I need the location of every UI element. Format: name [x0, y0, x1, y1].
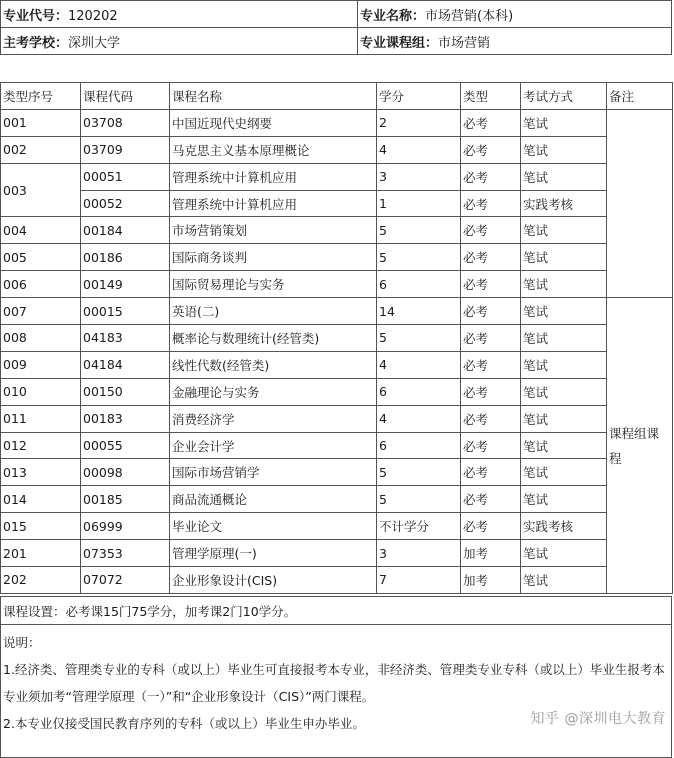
major-info-table: [0, 0, 672, 55]
summary-row: [1, 597, 672, 625]
credit-cell: 6: [377, 271, 461, 298]
credit-cell: 2: [377, 109, 461, 136]
table-row: [1, 190, 673, 217]
table-row: [1, 109, 673, 136]
seq-cell: 011: [1, 405, 81, 432]
name-cell: 概率论与数理统计(经管类): [170, 325, 377, 352]
seq-cell: 015: [1, 513, 81, 540]
remark-group-cell: 课程组课程: [607, 298, 673, 594]
major-name-label: 专业名称：: [360, 8, 426, 24]
type-cell: 必考: [461, 136, 521, 163]
code-cell: 07072: [81, 567, 170, 594]
name-cell: 英语(二): [170, 298, 377, 325]
seq-cell: 201: [1, 540, 81, 567]
group-label: 专业课程组：: [360, 35, 439, 51]
table-row: [1, 486, 673, 513]
table-row: [1, 298, 673, 325]
major-name-value: 市场营销(本科): [425, 8, 514, 24]
exam-cell: 笔试: [521, 244, 607, 271]
table-row: [1, 325, 673, 352]
exam-cell: 笔试: [521, 459, 607, 486]
credit-cell: 1: [377, 190, 461, 217]
notes-title: 说明：: [3, 635, 41, 650]
name-cell: 马克思主义基本原理概论: [170, 136, 377, 163]
code-cell: 00051: [81, 163, 170, 190]
info-row-1: [1, 1, 672, 28]
school-value: 深圳大学: [68, 35, 121, 51]
credit-cell: 6: [377, 432, 461, 459]
notes-cell: [1, 625, 672, 758]
note-item-2: 2.本专业仅接受国民教育序列的专科（或以上）毕业生申办毕业。: [3, 716, 365, 731]
type-cell: 必考: [461, 432, 521, 459]
seq-cell: 006: [1, 271, 81, 298]
name-cell: 企业会计学: [170, 432, 377, 459]
seq-cell: 007: [1, 298, 81, 325]
table-row: [1, 217, 673, 244]
code-cell: 07353: [81, 540, 170, 567]
name-cell: 国际商务谈判: [170, 244, 377, 271]
type-cell: 必考: [461, 190, 521, 217]
code-cell: 00183: [81, 405, 170, 432]
name-cell: 市场营销策划: [170, 217, 377, 244]
name-cell: 管理系统中计算机应用: [170, 163, 377, 190]
name-cell: 企业形象设计(CIS): [170, 567, 377, 594]
type-cell: 必考: [461, 217, 521, 244]
name-cell: 消费经济学: [170, 405, 377, 432]
exam-cell: 笔试: [521, 163, 607, 190]
seq-cell: 001: [1, 109, 81, 136]
type-cell: 必考: [461, 109, 521, 136]
code-cell: 04183: [81, 325, 170, 352]
code-cell: 00184: [81, 217, 170, 244]
name-cell: 商品流通概论: [170, 486, 377, 513]
exam-cell: 笔试: [521, 298, 607, 325]
header-credit: 学分: [377, 83, 461, 110]
type-cell: 必考: [461, 513, 521, 540]
table-header-row: [1, 83, 673, 110]
credit-cell: 5: [377, 486, 461, 513]
table-row: [1, 136, 673, 163]
school-label: 主考学校：: [3, 35, 69, 51]
exam-cell: 笔试: [521, 432, 607, 459]
exam-cell: 笔试: [521, 567, 607, 594]
code-cell: 00186: [81, 244, 170, 271]
name-cell: 国际市场营销学: [170, 459, 377, 486]
seq-cell: 004: [1, 217, 81, 244]
name-cell: 管理学原理(一): [170, 540, 377, 567]
exam-cell: 实践考核: [521, 513, 607, 540]
table-row: [1, 244, 673, 271]
credit-cell: 5: [377, 244, 461, 271]
header-code: 课程代码: [81, 83, 170, 110]
notes-table: [0, 596, 672, 758]
exam-cell: 笔试: [521, 325, 607, 352]
seq-cell: 002: [1, 136, 81, 163]
code-cell: 00185: [81, 486, 170, 513]
code-cell: 00149: [81, 271, 170, 298]
seq-cell: 010: [1, 378, 81, 405]
watermark: 知乎 @深圳电大教育: [530, 711, 666, 727]
code-cell: 00052: [81, 190, 170, 217]
remark-cell-empty: [607, 109, 673, 297]
exam-cell: 笔试: [521, 109, 607, 136]
code-cell: 00015: [81, 298, 170, 325]
code-cell: 06999: [81, 513, 170, 540]
type-cell: 必考: [461, 459, 521, 486]
note-item-1: 1.经济类、管理类专业的专科（或以上）毕业生可直接报考本专业，非经济类、管理类专业专科（或以上）毕业生报考本专业须加考“管理学原理（一）”和“企业形象设计（CIS）”两门课程。: [3, 662, 665, 704]
exam-cell: 实践考核: [521, 190, 607, 217]
major-code-cell: [1, 1, 358, 28]
table-row: [1, 351, 673, 378]
major-code-label: 专业代号：: [3, 8, 69, 24]
school-cell: [1, 28, 358, 55]
credit-cell: 5: [377, 325, 461, 352]
credit-cell: 5: [377, 217, 461, 244]
info-row-2: [1, 28, 672, 55]
type-cell: 必考: [461, 378, 521, 405]
seq-cell: 013: [1, 459, 81, 486]
table-row: [1, 459, 673, 486]
type-cell: 必考: [461, 405, 521, 432]
table-row: [1, 271, 673, 298]
code-cell: 00055: [81, 432, 170, 459]
type-cell: 加考: [461, 567, 521, 594]
course-summary: 课程设置：必考课15门75学分，加考课2门10学分。: [1, 597, 672, 625]
code-cell: 03708: [81, 109, 170, 136]
table-row: [1, 513, 673, 540]
credit-cell: 5: [377, 459, 461, 486]
credit-cell: 4: [377, 136, 461, 163]
table-row: [1, 163, 673, 190]
name-cell: 毕业论文: [170, 513, 377, 540]
name-cell: 线性代数(经管类): [170, 351, 377, 378]
seq-cell: 202: [1, 567, 81, 594]
table-row: [1, 432, 673, 459]
credit-cell: 4: [377, 351, 461, 378]
exam-cell: 笔试: [521, 136, 607, 163]
exam-cell: 笔试: [521, 271, 607, 298]
credit-cell: 3: [377, 540, 461, 567]
major-code-value: 120202: [68, 8, 118, 24]
credit-cell: 7: [377, 567, 461, 594]
seq-cell: 005: [1, 244, 81, 271]
header-seq: 类型序号: [1, 83, 81, 110]
name-cell: 中国近现代史纲要: [170, 109, 377, 136]
exam-cell: 笔试: [521, 378, 607, 405]
code-cell: 00098: [81, 459, 170, 486]
credit-cell: 4: [377, 405, 461, 432]
seq-cell: 014: [1, 486, 81, 513]
type-cell: 加考: [461, 540, 521, 567]
seq-cell: 008: [1, 325, 81, 352]
credit-cell: 不计学分: [377, 513, 461, 540]
type-cell: 必考: [461, 351, 521, 378]
exam-cell: 笔试: [521, 405, 607, 432]
type-cell: 必考: [461, 163, 521, 190]
description-row: [1, 625, 672, 758]
header-type: 类型: [461, 83, 521, 110]
name-cell: 管理系统中计算机应用: [170, 190, 377, 217]
name-cell: 国际贸易理论与实务: [170, 271, 377, 298]
exam-cell: 笔试: [521, 486, 607, 513]
exam-cell: 笔试: [521, 217, 607, 244]
code-cell: 04184: [81, 351, 170, 378]
type-cell: 必考: [461, 244, 521, 271]
group-cell: [358, 28, 672, 55]
exam-cell: 笔试: [521, 351, 607, 378]
header-remark: 备注: [607, 83, 673, 110]
seq-cell: 009: [1, 351, 81, 378]
credit-cell: 3: [377, 163, 461, 190]
type-cell: 必考: [461, 298, 521, 325]
credit-cell: 14: [377, 298, 461, 325]
credit-cell: 6: [377, 378, 461, 405]
name-cell: 金融理论与实务: [170, 378, 377, 405]
table-row: [1, 378, 673, 405]
seq-cell: 003: [1, 163, 81, 217]
header-name: 课程名称: [170, 83, 377, 110]
type-cell: 必考: [461, 325, 521, 352]
header-exam: 考试方式: [521, 83, 607, 110]
group-value: 市场营销: [438, 35, 491, 51]
code-cell: 00150: [81, 378, 170, 405]
type-cell: 必考: [461, 271, 521, 298]
type-cell: 必考: [461, 486, 521, 513]
code-cell: 03709: [81, 136, 170, 163]
exam-cell: 笔试: [521, 540, 607, 567]
course-table: [0, 82, 673, 594]
major-name-cell: [358, 1, 672, 28]
table-row: [1, 567, 673, 594]
table-row: [1, 540, 673, 567]
table-row: [1, 405, 673, 432]
seq-cell: 012: [1, 432, 81, 459]
